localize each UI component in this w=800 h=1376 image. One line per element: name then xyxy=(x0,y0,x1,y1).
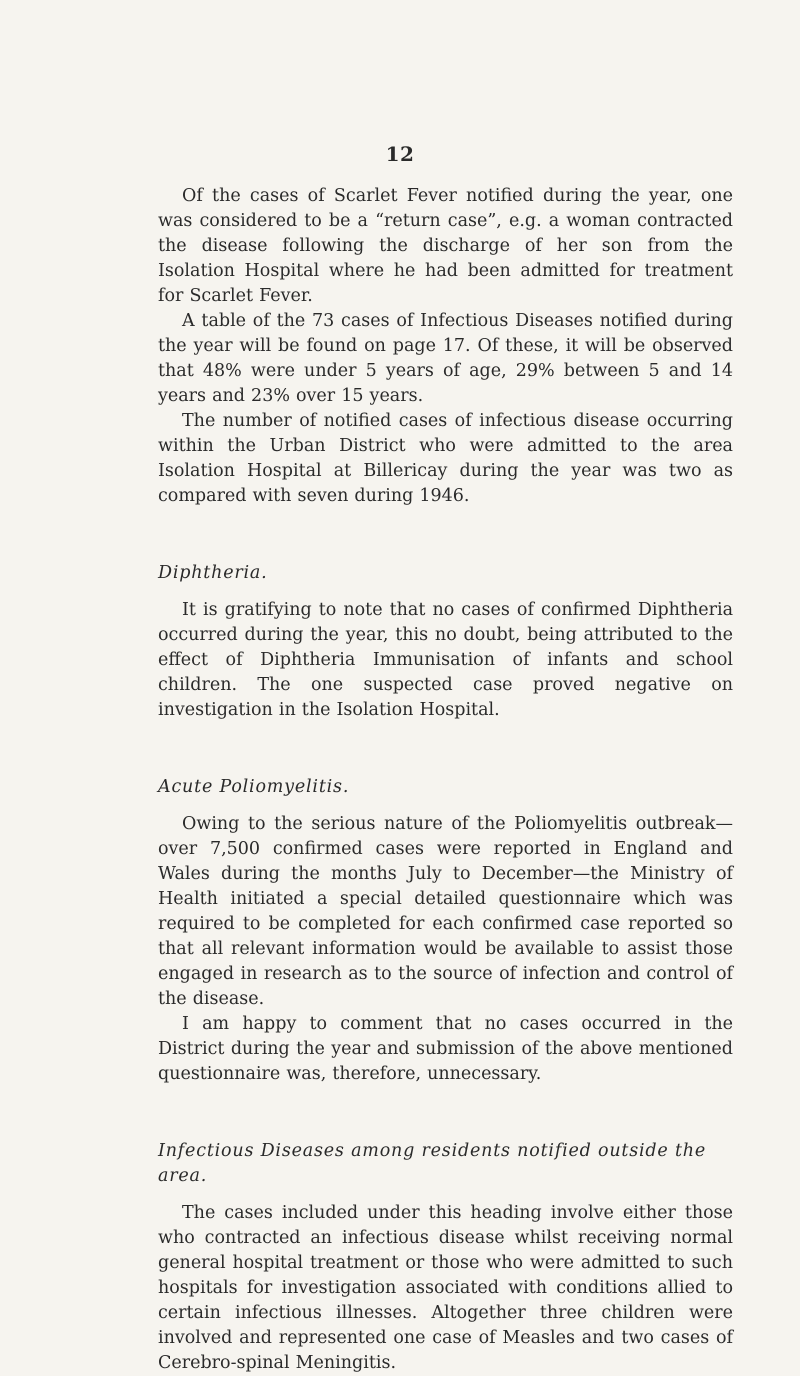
section-heading: Infectious Diseases among residents notified outside the area. xyxy=(158,1141,707,1186)
section-heading: Diphtheria. xyxy=(158,563,268,583)
section-outside-area xyxy=(158,1139,733,1376)
paragraph: The cases included under this heading involve either those who contracted an infectious disease whilst receiving normal general hospital treatment or those who were admitted to such hospitals for investigation associated with conditions allied to certain infectious illnesses. Altogether three children were involved and represented one case of Measles and two cases of Cerebro-spinal Meningitis. xyxy=(158,1203,733,1373)
section-diphtheria xyxy=(158,561,733,723)
page-number: 12 xyxy=(385,142,415,166)
paragraph: It is gratifying to note that no cases of confirmed Diphtheria occurred during the year, this no doubt, being attributed to the effect of Diphtheria Immunisation of infants and school children. The one suspected case proved negative on investigation in the Isolation Hospital. xyxy=(158,600,733,720)
section-gap xyxy=(158,723,733,775)
section-gap xyxy=(158,1087,733,1139)
paragraph: I am happy to comment that no cases occurred in the District during the year and submission of the above mentioned questionnaire was, therefore, unnecessary. xyxy=(158,1014,733,1084)
paragraph: A table of the 73 cases of Infectious Diseases notified during the year will be found on page 17. Of these, it will be observed that 48% were under 5 years of age, 29% between 5 and 14 years and 23% over 15 years. xyxy=(158,311,733,406)
section-heading: Acute Poliomyelitis. xyxy=(158,777,350,797)
section-scarlet-fever xyxy=(158,184,733,509)
paragraph: The number of notified cases of infectious disease occurring within the Urban District who were admitted to the area Isolation Hospital at Billericay during the year was two as compared with seven during 1946. xyxy=(158,411,733,506)
paragraph: Of the cases of Scarlet Fever notified during the year, one was considered to be a “return case”, e.g. a woman contracted the disease following the discharge of her son from the Isolation Hospital where he had been admitted for treatment for Scarlet Fever. xyxy=(158,186,733,306)
heading-gap xyxy=(158,586,733,598)
heading-gap xyxy=(158,1189,733,1201)
document-body xyxy=(158,184,733,1376)
paragraph: Owing to the serious nature of the Poliomyelitis outbreak—over 7,500 confirmed cases were reported in England and Wales during the months July to December—the Ministry of Health initiated a special detailed questionnaire which was required to be completed for each confirmed case reported so that all relevant information would be available to assist those engaged in research as to the source of infection and control of the disease. xyxy=(158,814,733,1009)
section-gap xyxy=(158,509,733,561)
section-poliomyelitis xyxy=(158,775,733,1087)
heading-gap xyxy=(158,800,733,812)
